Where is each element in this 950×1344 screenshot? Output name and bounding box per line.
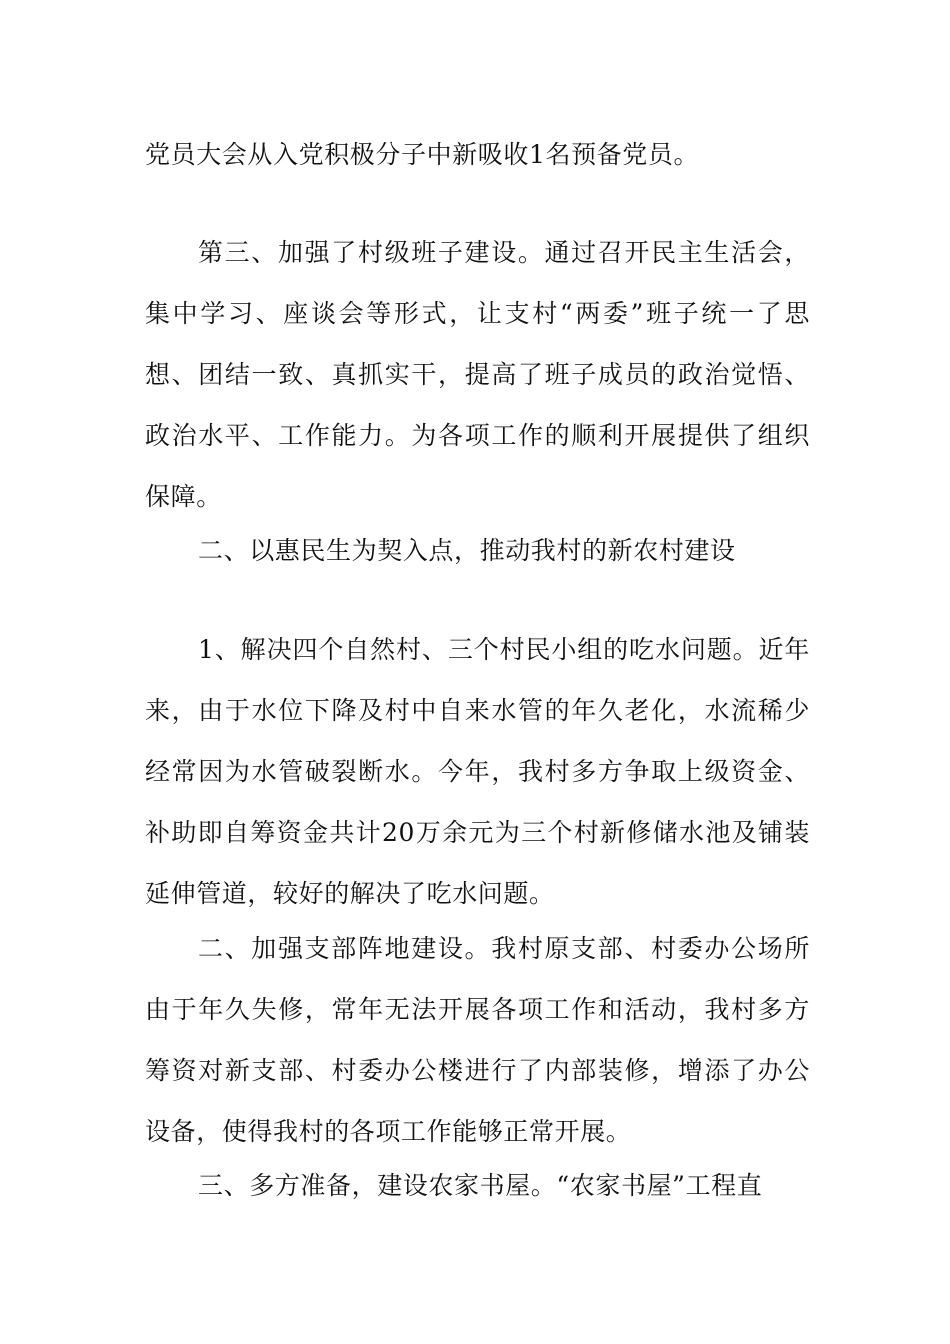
section-heading-livelihood: 二、以惠民生为契入点，推动我村的新农村建设: [198, 536, 736, 565]
paragraph-leadership: 第三、加强了村级班子建设。通过召开民主生活会，集中学习、座谈会等形式，让支村“两委”班子统一了思想、团结一致、真抓实干，提高了班子成员的政治觉悟、政治水平、工作能力。为各项工作的顺利开展提供了组织保障。: [145, 238, 810, 511]
paragraph-continuation: 党员大会从入党积极分子中新吸收1名预备党员。: [145, 140, 700, 169]
paragraph-library: 三、多方准备，建设农家书屋。“农家书屋”工程直: [198, 1171, 763, 1200]
paragraph-water: 1、解决四个自然村、三个村民小组的吃水问题。近年来，由于水位下降及村中自来水管的年久老化，水流稀少经常因为水管破裂断水。今年，我村多方争取上级资金、补助即自筹资金共计20万余元为三个村新修储水池及铺装延伸管道，较好的解决了吃水问题。: [145, 635, 810, 908]
paragraph-branch-building: 二、加强支部阵地建设。我村原支部、村委办公场所由于年久失修，常年无法开展各项工作和活动，我村多方筹资对新支部、村委办公楼进行了内部装修，增添了办公设备，使得我村的各项工作能够正常开展。: [145, 934, 810, 1146]
